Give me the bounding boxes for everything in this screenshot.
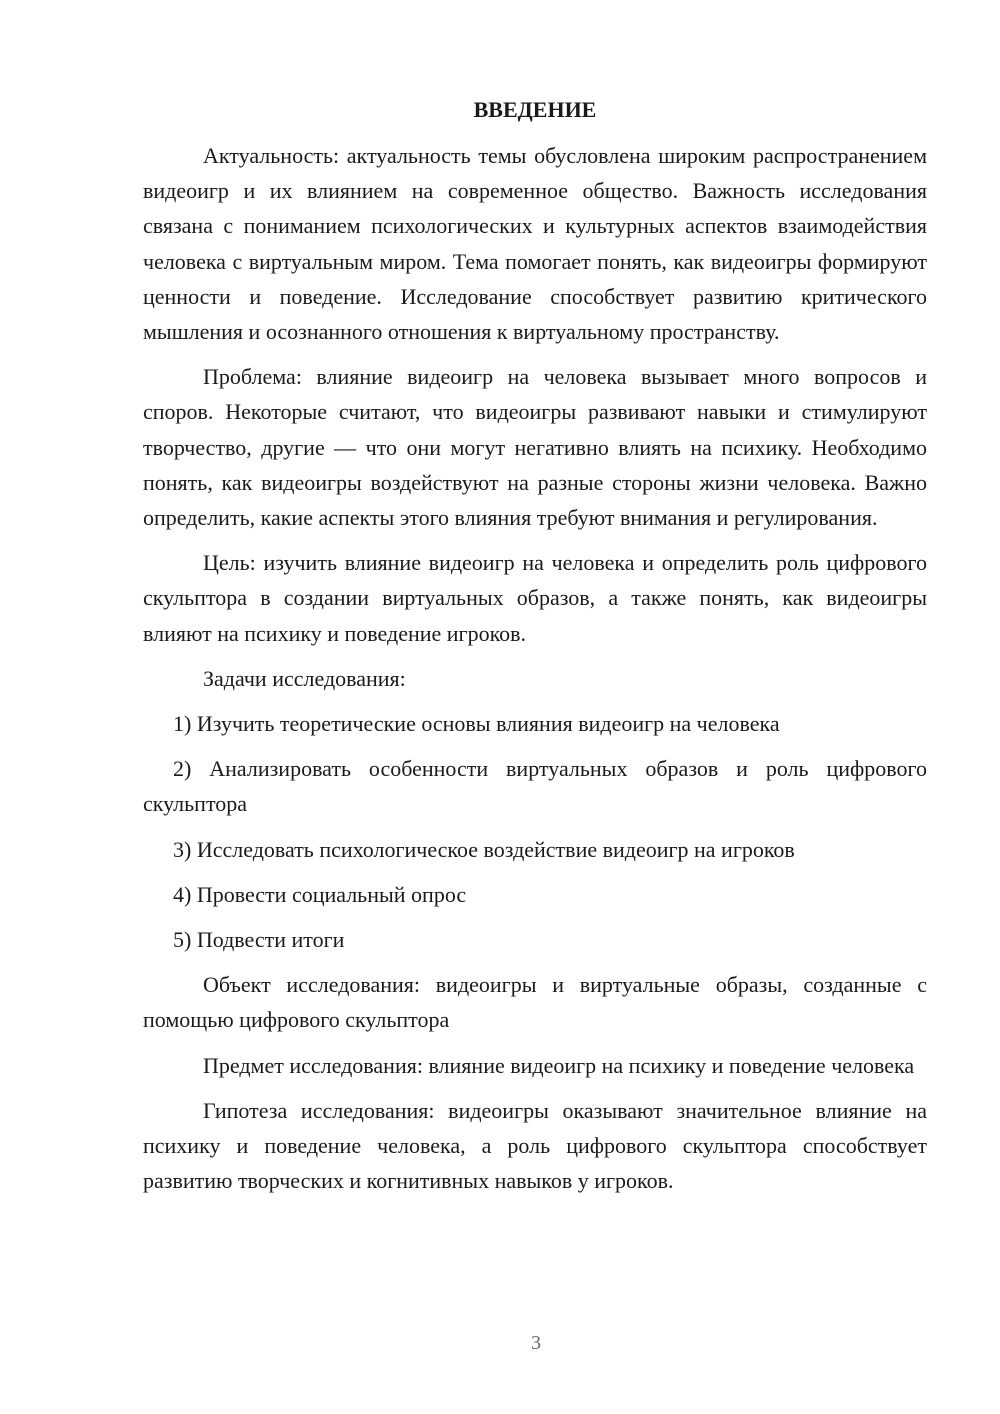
page-number: 3	[531, 1332, 541, 1354]
paragraph-problem: Проблема: влияние видеоигр на человека вызывает много вопросов и споров. Некоторые считают, что видеоигры развивают навыки и стимулируют творчество, другие — что они могут негативно влиять на психику. Необходимо понять, как видеоигры воздействуют на разные стороны жизни человека. Важно определить, какие аспекты этого влияния требуют внимания и регулирования.	[143, 364, 927, 531]
paragraph-relevance: Актуальность: актуальность темы обусловлена широким распространением видеоигр и их влиянием на современное общество. Важность исследования связана с пониманием психологических и культурных аспектов взаимодействия человека с виртуальным миром. Тема помогает понять, как видеоигры формируют ценности и поведение. Исследование способствует развитию критического мышления и осознанного отношения к виртуальному пространству.	[143, 143, 927, 345]
paragraph-subject: Предмет исследования: влияние видеоигр на психику и поведение человека	[203, 1052, 915, 1078]
paragraph-hypothesis: Гипотеза исследования: видеоигры оказывают значительное влияние на психику и поведение человека, а роль цифрового скульптора способствует развитию творческих и когнитивных навыков у игроков.	[143, 1097, 927, 1194]
task-item: 4) Провести социальный опрос	[173, 881, 467, 907]
task-item: 3) Исследовать психологическое воздействие видеоигр на игроков	[173, 836, 795, 862]
paragraph-goal: Цель: изучить влияние видеоигр на человека и определить роль цифрового скульптора в создании виртуальных образов, а также понять, как видеоигры влияют на психику и поведение игроков.	[143, 550, 927, 646]
paragraph-tasks-intro: Задачи исследования:	[203, 665, 406, 691]
task-item: 2) Анализировать особенности виртуальных образов и роль цифрового скульптора	[143, 756, 927, 817]
paragraph-object: Объект исследования: видеоигры и виртуальные образы, созданные с помощью цифрового скульптора	[143, 972, 927, 1033]
task-item: 1) Изучить теоретические основы влияния видеоигр на человека	[173, 711, 780, 737]
document-page	[143, 92, 927, 1208]
task-item: 5) Подвести итоги	[173, 927, 345, 953]
section-heading: ВВЕДЕНИЕ	[473, 97, 597, 122]
tasks-list	[143, 706, 927, 957]
